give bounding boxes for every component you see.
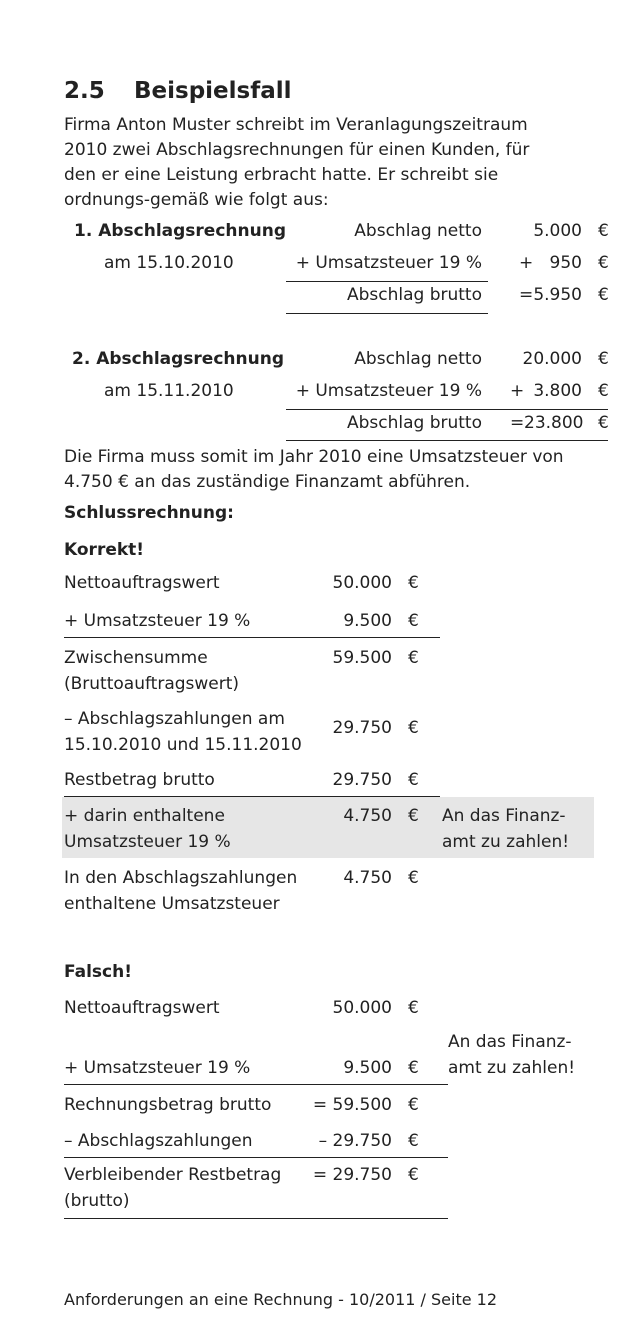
- section-number: 2.5: [64, 78, 105, 104]
- correct-row5-label: Restbetrag brutto: [64, 770, 215, 790]
- divider: [64, 1084, 448, 1085]
- wrong-row5-amount: = 29.750: [312, 1165, 392, 1185]
- invoice2-row3-label: Abschlag brutto: [346, 413, 482, 433]
- intro-paragraph: Firma Anton Muster schreibt im Veranlagungszeitraum 2010 zwei Abschlagsrechnungen für einen Kunden, für den er eine Leistung erbracht hatte. Er schreibt sie ordnungs-gemäß wie folgt aus:: [64, 115, 530, 210]
- divider: [64, 1157, 448, 1158]
- correct-row7-amount: 4.750: [343, 868, 392, 888]
- correct-row4-amount: 29.750: [332, 718, 392, 738]
- correct-row7-label: In den Abschlagszahlungen enthaltene Umsatzsteuer: [64, 868, 298, 914]
- wrong-row3-amount: = 59.500: [312, 1095, 392, 1115]
- correct-row1-amount: 50.000: [332, 573, 392, 593]
- wrong-row1-label: Nettoauftragswert: [64, 998, 220, 1018]
- correct-row7-currency: €: [408, 868, 419, 888]
- correct-row2-currency: €: [408, 611, 419, 631]
- correct-row4-currency: €: [408, 718, 419, 738]
- invoice2-row2-label: + Umsatzsteuer 19 %: [295, 381, 482, 401]
- correct-note: An das Finanz-amt zu zahlen!: [442, 806, 570, 852]
- invoice1-date: am 15.10.2010: [104, 253, 234, 273]
- invoice2-date: am 15.11.2010: [104, 381, 234, 401]
- section-title: Beispielsfall: [134, 78, 292, 104]
- correct-row3-currency: €: [408, 648, 419, 668]
- wrong-row2-amount: 9.500: [343, 1058, 392, 1078]
- wrong-row4-label: – Abschlagszahlungen: [64, 1131, 253, 1151]
- page-footer: Anforderungen an eine Rechnung - 10/2011 / Seite 12: [64, 1290, 498, 1309]
- final-heading: Schlussrechnung:: [64, 503, 234, 523]
- invoice2-row3-sign: =: [510, 413, 525, 433]
- correct-row6-currency: €: [408, 806, 419, 826]
- divider: [64, 637, 440, 638]
- invoice2-row3-amount: 23.800: [524, 413, 584, 433]
- invoice1-row2-currency: €: [598, 253, 609, 273]
- wrong-row4-currency: €: [408, 1131, 419, 1151]
- correct-row5-amount: 29.750: [332, 770, 392, 790]
- invoice1-row3-currency: €: [598, 285, 609, 305]
- wrong-row3-label: Rechnungsbetrag brutto: [64, 1095, 272, 1115]
- invoice2-heading: 2. Abschlagsrechnung: [72, 349, 284, 369]
- invoice1-row3-sign: =: [519, 285, 534, 305]
- wrong-row2-label: + Umsatzsteuer 19 %: [64, 1058, 251, 1078]
- invoice2-row2-sign: +: [510, 381, 525, 401]
- invoice2-row2-currency: €: [598, 381, 609, 401]
- invoice2-row1-currency: €: [598, 349, 609, 369]
- wrong-row1-currency: €: [408, 998, 419, 1018]
- divider: [64, 1218, 448, 1219]
- correct-row2-label: + Umsatzsteuer 19 %: [64, 611, 251, 631]
- summary-paragraph: Die Firma muss somit im Jahr 2010 eine Umsatzsteuer von 4.750 € an das zuständige Finanzamt abführen.: [64, 447, 564, 492]
- wrong-row5-currency: €: [408, 1165, 419, 1185]
- correct-row4-label: – Abschlagszahlungen am 15.10.2010 und 15.11.2010: [64, 709, 302, 755]
- correct-row1-label: Nettoauftragswert: [64, 573, 220, 593]
- correct-heading: Korrekt!: [64, 540, 145, 560]
- divider: [286, 440, 608, 441]
- divider: [286, 313, 488, 314]
- invoice2-row2-amount: 3.800: [533, 381, 582, 401]
- divider: [286, 281, 488, 282]
- correct-row6-label: + darin enthaltene Umsatzsteuer 19 %: [64, 806, 231, 852]
- wrong-row1-amount: 50.000: [332, 998, 392, 1018]
- invoice2-row1-amount: 20.000: [522, 349, 582, 369]
- correct-row5-currency: €: [408, 770, 419, 790]
- invoice1-row1-amount: 5.000: [533, 221, 582, 241]
- wrong-row4-amount: – 29.750: [318, 1131, 392, 1151]
- invoice1-row2-amount: 950: [549, 253, 582, 273]
- wrong-row3-currency: €: [408, 1095, 419, 1115]
- invoice1-heading: 1. Abschlagsrechnung: [74, 221, 286, 241]
- invoice1-row3-amount: 5.950: [533, 285, 582, 305]
- invoice1-row3-label: Abschlag brutto: [346, 285, 482, 305]
- invoice1-row2-label: + Umsatzsteuer 19 %: [295, 253, 482, 273]
- invoice2-row3-currency: €: [598, 413, 609, 433]
- divider: [286, 409, 608, 410]
- section-heading: [64, 76, 292, 106]
- invoice1-row1-label: Abschlag netto: [354, 221, 482, 241]
- correct-row3-label: Zwischensumme (Bruttoauftragswert): [64, 648, 240, 694]
- invoice1-row2-sign: +: [519, 253, 534, 273]
- correct-row2-amount: 9.500: [343, 611, 392, 631]
- wrong-row5-label: Verbleibender Restbetrag (brutto): [64, 1165, 282, 1211]
- wrong-note: An das Finanz-amt zu zahlen!: [448, 1032, 576, 1078]
- invoice1-row1-currency: €: [598, 221, 609, 241]
- wrong-row2-currency: €: [408, 1058, 419, 1078]
- invoice2-row1-label: Abschlag netto: [354, 349, 482, 369]
- wrong-heading: Falsch!: [64, 962, 132, 982]
- correct-row6-amount: 4.750: [343, 806, 392, 826]
- correct-row3-amount: 59.500: [332, 648, 392, 668]
- correct-row1-currency: €: [408, 573, 419, 593]
